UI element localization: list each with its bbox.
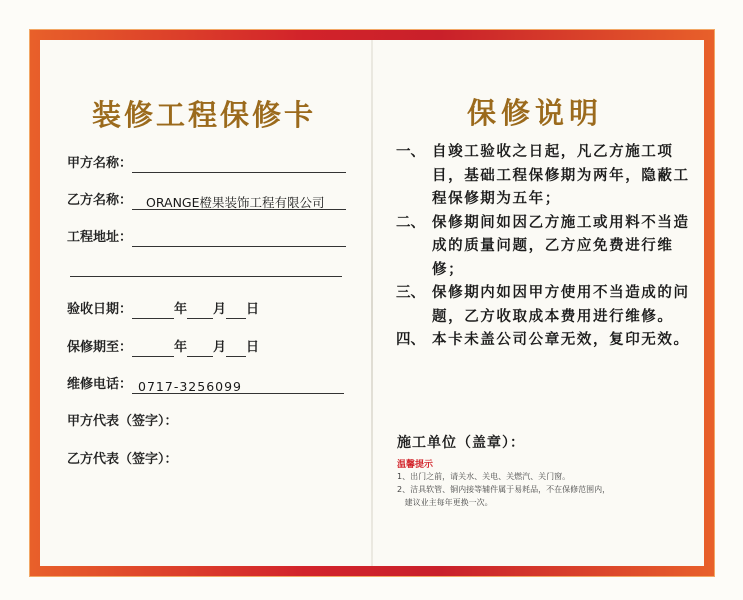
rule-item: 二、 保修期间如因乙方施工或用料不当造成的质量问题，乙方应免费进行维修；: [396, 212, 696, 283]
tip-item: 2、洁具软管、铜内接等辅件属于易耗品，不在保修范围内，: [397, 485, 611, 494]
warranty-until-label: 保修期至：: [67, 340, 133, 355]
rule-text: 保修期间如因乙方施工或用料不当造成的质量问题，乙方应免费进行维修；: [432, 214, 690, 278]
party-a-rep-field: [67, 413, 178, 431]
fold-line: [371, 40, 373, 566]
tips-title: 温馨提示: [397, 460, 434, 470]
party-b-rep-field: [67, 451, 178, 469]
rule-text: 本卡未盖公司公章无效，复印无效。: [432, 332, 690, 348]
party-b-label: 乙方名称：: [67, 193, 133, 208]
address-line: [132, 230, 346, 247]
warranty-until-field: 保修期至： 年 月 日: [67, 340, 260, 355]
page-title: 装修工程保修卡: [92, 98, 317, 132]
party-a-line: [132, 156, 346, 173]
rule-item: 一、 自竣工验收之日起，凡乙方施工项目，基础工程保修期为两年，隐蔽工程保修期为五年；: [396, 141, 696, 212]
phone-value: 0717-3256099: [132, 378, 344, 394]
seal-label: 施工单位（盖章）：: [397, 435, 525, 451]
rule-item: 三、 保修期内如因甲方使用不当造成的问题，乙方收取成本费用进行维修。: [396, 282, 696, 329]
phone-field: [67, 376, 344, 394]
party-b-rep-label: 乙方代表（签字）：: [67, 452, 178, 467]
party-a-field: [67, 155, 346, 173]
tip-item: 1、出门之前，请关水、关电、关燃汽、关门窗。: [397, 472, 571, 481]
party-b-value: ORANGE橙果装饰工程有限公司: [132, 194, 346, 210]
party-a-rep-label: 甲方代表（签字）：: [67, 414, 178, 429]
rule-text: 保修期内如因甲方使用不当造成的问题，乙方收取成本费用进行维修。: [432, 285, 690, 325]
address-label: 工程地址：: [67, 230, 133, 245]
acceptance-date-field: 验收日期： 年 月 日: [67, 302, 260, 317]
address-line-2: [70, 276, 342, 277]
party-a-label: 甲方名称：: [67, 156, 133, 171]
rule-text: 自竣工验收之日起，凡乙方施工项目，基础工程保修期为两年，隐蔽工程保修期为五年；: [432, 144, 690, 207]
warranty-rules: [396, 141, 696, 353]
phone-label: 维修电话：: [67, 377, 133, 392]
tips-list: [397, 470, 677, 509]
party-b-field: [67, 192, 346, 210]
rule-item: 四、 本卡未盖公司公章无效，复印无效。: [396, 329, 696, 353]
address-field: [67, 229, 346, 247]
tip-item: 建议业主每年更换一次。: [397, 498, 493, 507]
acceptance-label: 验收日期：: [67, 302, 133, 317]
instructions-title: 保修说明: [467, 96, 604, 130]
